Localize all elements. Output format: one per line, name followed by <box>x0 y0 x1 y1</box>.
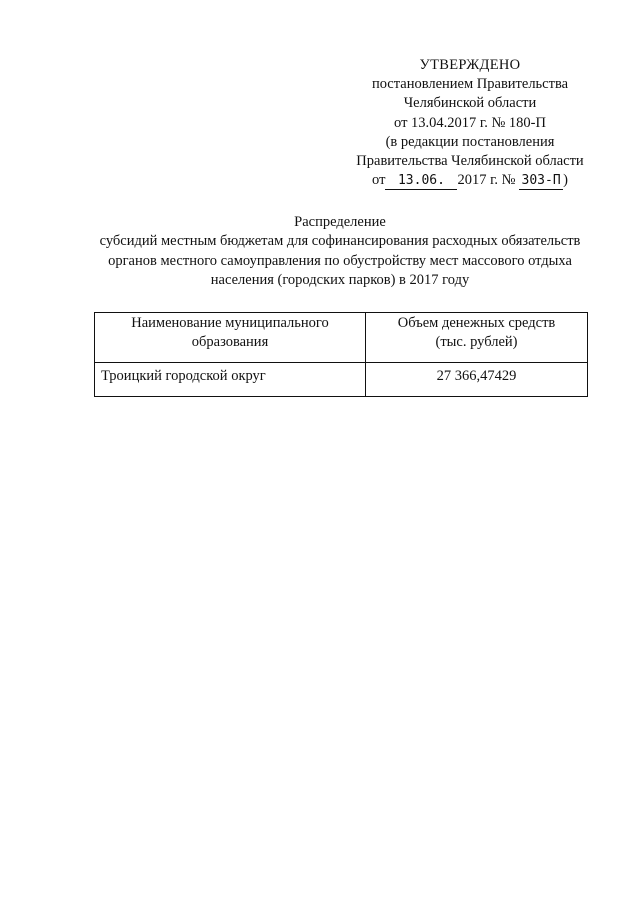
approval-line-5: Правительства Челябинской области <box>356 153 584 170</box>
header-amount <box>366 313 588 363</box>
title-heading: Распределение <box>294 214 386 230</box>
amendment-date: 13.06. <box>385 173 457 190</box>
approval-heading: УТВЕРЖДЕНО <box>419 57 521 73</box>
amendment-line <box>340 171 600 190</box>
cell-amount: 27 366,47429 <box>366 363 588 397</box>
amendment-middle: 2017 г. № <box>457 172 516 189</box>
table-header-row <box>95 313 588 363</box>
header-amount-line-2: (тыс. рублей) <box>435 334 518 350</box>
amendment-suffix: ) <box>563 172 568 189</box>
approval-line-2: Челябинской области <box>403 95 537 112</box>
cell-municipality: Троицкий городской округ <box>95 363 366 397</box>
amendment-number: 303-П <box>519 173 563 190</box>
header-amount-line-1: Объем денежных средств <box>397 315 556 331</box>
header-municipality <box>95 313 366 363</box>
approval-block <box>340 56 600 190</box>
title-line-3: населения (городских парков) в 2017 году <box>210 272 470 289</box>
approval-line-1: постановлением Правительства <box>371 76 569 93</box>
header-municipality-line-2: образования <box>191 334 269 350</box>
title-line-2: органов местного самоуправления по обустройству мест массового отдыха <box>108 252 572 269</box>
title-line-1: субсидий местным бюджетам для софинансирования расходных обязательств <box>99 233 581 250</box>
table-row <box>95 363 588 397</box>
amendment-prefix: от <box>372 172 386 189</box>
approval-line-4: (в редакции постановления <box>385 133 555 150</box>
document-title <box>60 213 620 291</box>
distribution-table <box>94 312 588 397</box>
header-municipality-line-1: Наименование муниципального <box>131 315 329 331</box>
approval-line-3: от 13.04.2017 г. № 180-П <box>394 114 546 131</box>
